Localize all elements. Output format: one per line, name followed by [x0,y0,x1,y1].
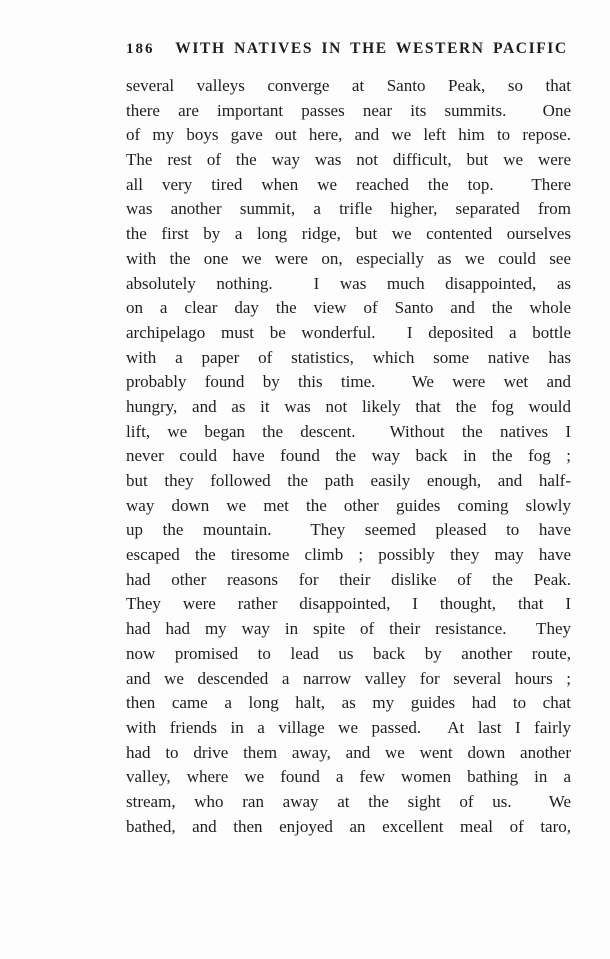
text-line: of my boys gave out here, and we left him to repose. [126,125,571,145]
text-line: never could have found the way back in the fog ; [126,446,571,466]
text-line: now promised to lead us back by another route, [126,643,571,663]
text-line: then came a long halt, as my guides had to chat [126,693,571,713]
page-header [126,40,571,60]
text-line: but they followed the path easily enough, and half- [126,471,571,490]
text-line: way down we met the other guides coming slowly [126,495,571,515]
text-line: lift, we began the descent. Without the natives I [126,421,571,441]
text-line: all very tired when we reached the top. There [126,174,571,194]
text-line: the first by a long ridge, but we contented ourselves [126,224,571,244]
text-line: had had my way in spite of their resistance. They [126,619,571,639]
text-line: with the one we were on, especially as we could see [126,248,571,268]
running-title: WITH NATIVES IN THE WESTERN PACIFIC [175,40,568,57]
text-block [126,40,571,839]
text-line: They were rather disappointed, I thought, that I [126,594,571,614]
text-line: stream, who ran away at the sight of us. We [126,791,571,811]
text-line: escaped the tiresome climb ; possibly they may have [126,545,571,565]
text-line: up the mountain. They seemed pleased to have [126,520,571,540]
text-line: there are important passes near its summits. One [126,100,571,120]
text-line: The rest of the way was not difficult, but we were [126,150,571,170]
text-line: on a clear day the view of Santo and the whole [126,298,571,318]
text-line: bathed, and then enjoyed an excellent meal of taro, [126,816,571,836]
text-line: had other reasons for their dislike of the Peak. [126,569,571,589]
text-line: absolutely nothing. I was much disappointed, as [126,273,571,293]
text-line: archipelago must be wonderful. I deposited a bottle [126,322,571,342]
text-line: was another summit, a trifle higher, separated from [126,199,571,219]
text-line: and we descended a narrow valley for several hours ; [126,668,571,688]
text-line: had to drive them away, and we went down another [126,742,571,762]
text-line: with friends in a village we passed. At last I fairly [126,717,571,737]
body-text [126,74,571,839]
text-line: several valleys converge at Santo Peak, so that [126,76,571,95]
text-line: with a paper of statistics, which some native has [126,347,571,367]
text-line: probably found by this time. We were wet and [126,372,571,392]
text-line: valley, where we found a few women bathing in a [126,767,571,787]
text-line: hungry, and as it was not likely that the fog would [126,396,571,416]
page-number: 186 [126,41,155,57]
